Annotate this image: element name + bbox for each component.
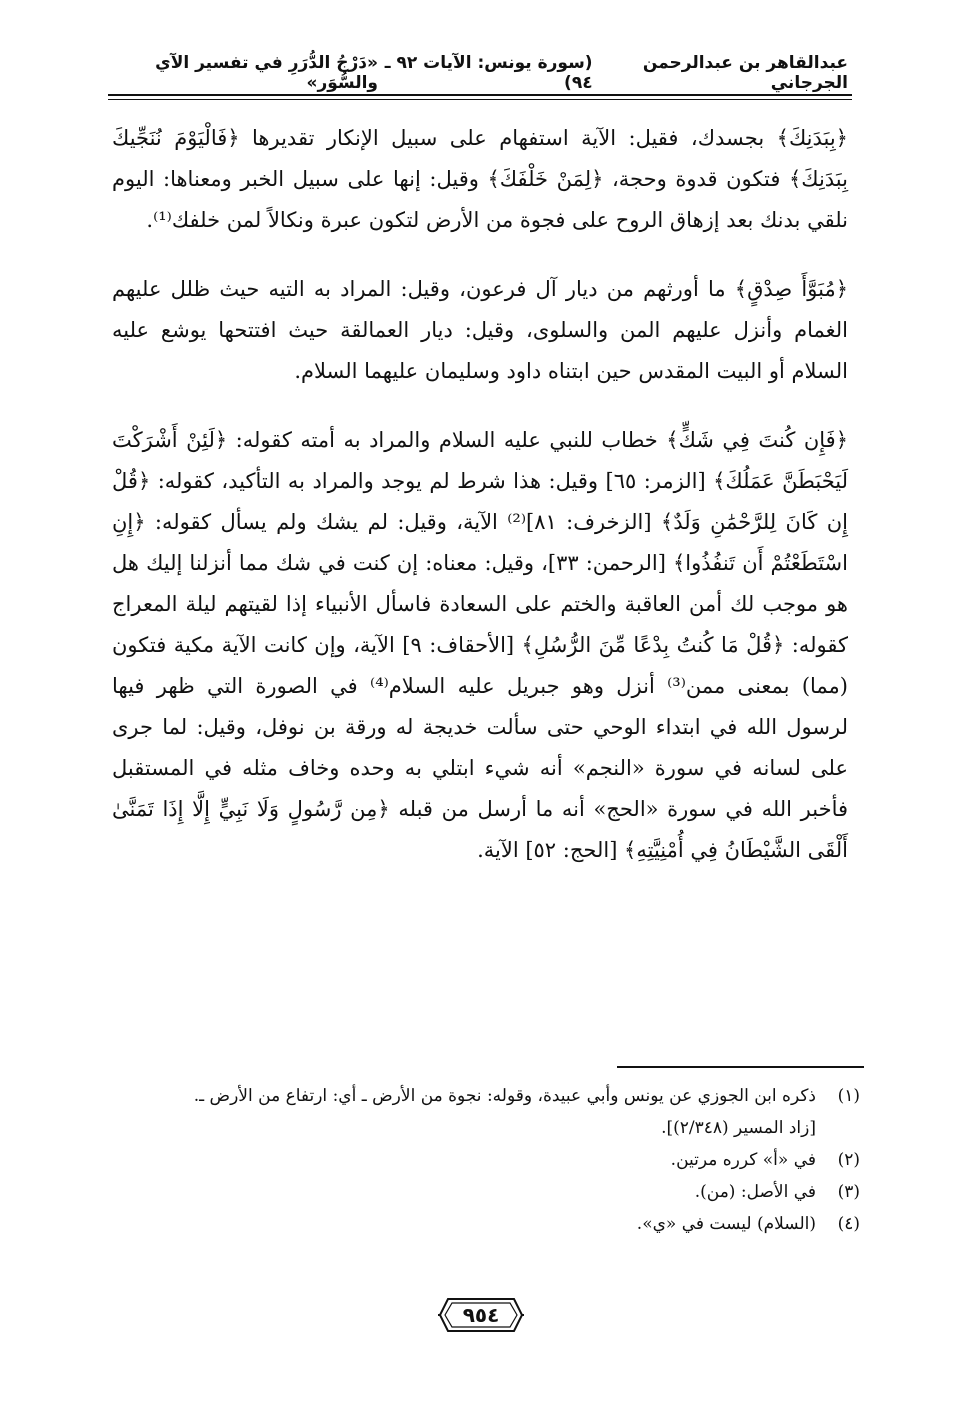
footnote-separator [617, 1066, 864, 1068]
footnote [112, 1144, 860, 1176]
header-section: (سورة يونس: الآيات ٩٢ ـ ٩٤) [384, 53, 593, 93]
footnote [112, 1080, 860, 1144]
running-header [112, 53, 848, 93]
footnote-number: (٤) [837, 1214, 860, 1234]
footnotes [112, 1080, 860, 1240]
paragraph: ﴿مُبَوَّأَ صِدْقٍ﴾ ما أورثهم من ديار آل فرعون، وقيل: المراد به التيه حيث ظلل عليهم الغمام وأنزل عليهم المن والسلوى، وقيل: ديار العمالقة حيث افتتحها يوشع عليه السلام أو البيت المقدس حين ابتناه داود وسليمان عليهما السلام. [112, 277, 848, 383]
footnote [112, 1208, 860, 1240]
footnote-text: ذكره ابن الجوزي عن يونس وأبي عبيدة، وقوله: نجوة من الأرض ـ أي: ارتفاع من الأرض ـ. [193, 1086, 816, 1106]
footnote [112, 1176, 860, 1208]
footnote-number: (٢) [837, 1150, 860, 1170]
footnote-text: (السلام) ليست في «ي». [636, 1214, 816, 1234]
footnote-text: في الأصل: (من). [694, 1182, 816, 1202]
page-number-ornament [438, 1297, 524, 1333]
footnote-source: [زاد المسير (٢/٣٤٨)]. [661, 1118, 816, 1138]
header-author: عبدالقاهر بن عبدالرحمن الجرجاني [642, 53, 848, 93]
paragraph: ﴿فَإِن كُنتَ فِي شَكٍّ﴾ خطاب للنبي عليه السلام والمراد به أمته كقوله: ﴿لَئِنْ أَشْرَكْتَ لَيَحْبَطَنَّ عَمَلُكَ﴾ [الزمر: ٦٥] وقيل: هذا شرط لم يوجد والمراد به التأكيد، كقوله: ﴿قُلْ إِن كَانَ لِلرَّحْمَٰنِ وَلَدٌ﴾ [الزخرف: ٨١]⁽²⁾ الآية، وقيل: لم يشك ولم يسأل كقوله: ﴿إِنِ اسْتَطَعْتُمْ أَن تَنفُذُوا﴾ [الرحمن: ٣٣]، وقيل: معناه: إن كنت في شك مما أنزلنا إليك هل هو موجب لك أمن العاقبة والختم على السعادة فاسأل الأنبياء إذا لقيتهم ليلة المعراج كقوله: ﴿قُلْ مَا كُنتُ بِدْعًا مِّنَ الرُّسُلِ﴾ [الأحقاف: ٩] الآية، وإن كانت الآية مكية فتكون (مما) بمعنى ممن⁽³⁾ أنزل وهو جبريل عليه السلام⁽⁴⁾ في الصورة التي ظهر فيها لرسول الله في ابتداء الوحي حتى سألت خديجة له ورقة بن نوفل، وقيل: لما جرى على لسانه في سورة «النجم» أنه شيء ابتلي به وحده وخاف مثله في المستقبل فأخبر الله في سورة «الحج» أنه ما أرسل من قبله ﴿مِن رَّسُولٍ وَلَا نَبِيٍّ إِلَّا إِذَا تَمَنَّىٰ أَلْقَى الشَّيْطَانُ فِي أُمْنِيَّتِهِ﴾ [الحج: ٥٢] الآية. [112, 428, 848, 862]
header-book-title: «دَرْجُ الدُّرَرِ في تفسير الآي والسُّوَر» [155, 53, 378, 93]
header-rule [108, 94, 852, 100]
footnote-number: (١) [837, 1086, 860, 1106]
footnote-number: (٣) [837, 1182, 860, 1202]
page-number: ٩٥٤ [462, 1303, 500, 1327]
main-text [112, 118, 848, 871]
paragraph: ﴿بِبَدَنِكَ﴾ بجسدك، فقيل: الآية استفهام على سبيل الإنكار تقديرها ﴿فَالْيَوْمَ نُنَجِّيكَ بِبَدَنِكَ﴾ فتكون قدوة وحجة، ﴿لِمَنْ خَلْفَكَ﴾ وقيل: إنها على سبيل الخبر ومعناها: اليوم نلقي بدنك بعد إزهاق الروح على فجوة من الأرض لتكون عبرة ونكالاً لمن خلفك⁽¹⁾. [112, 126, 848, 232]
footnote-text: في «أ» كرره مرتين. [670, 1150, 816, 1170]
